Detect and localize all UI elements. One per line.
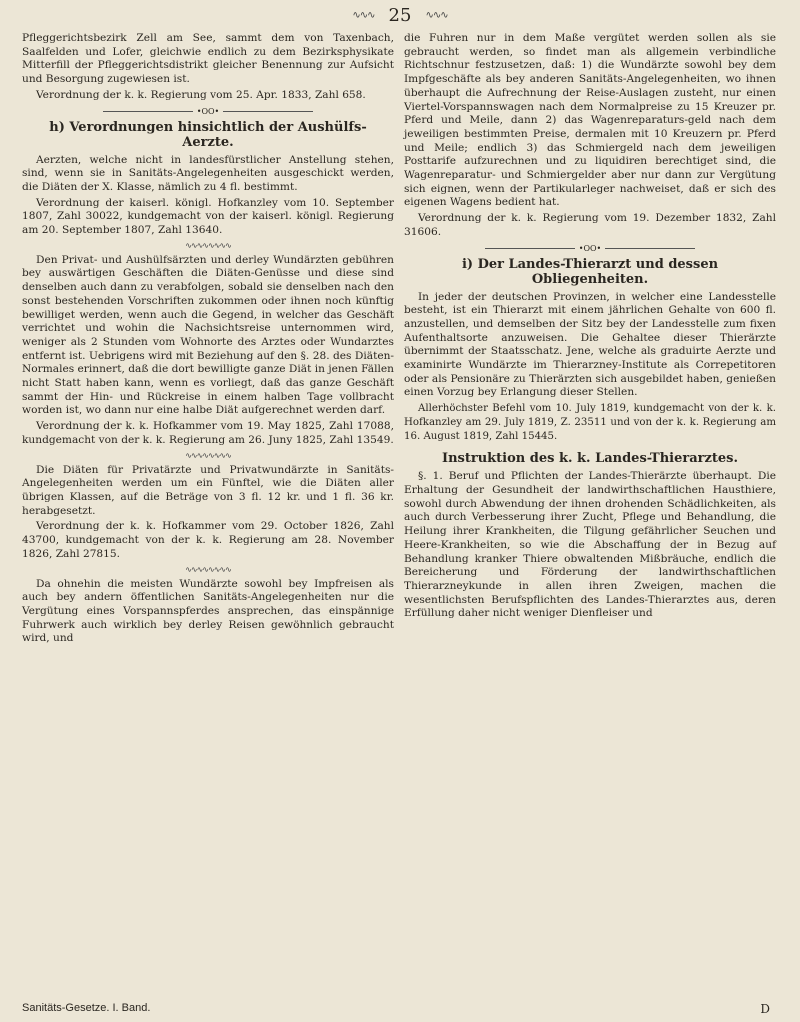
divider-ornament: ∿∿∿∿∿∿∿∿ [185, 564, 231, 574]
header-ornament-right: ∿∿∿ [425, 9, 448, 21]
section-heading-title: i) Der Landes-Thierarzt und dessen [461, 256, 719, 272]
section-separator [22, 108, 394, 116]
left-column [22, 32, 394, 646]
section-heading-title: h) Verordnungen hinsichtlich der Aushülfs- [49, 119, 367, 135]
instruction-heading: Instruktion des k. k. Landes-Thierarztes. [442, 451, 738, 467]
separator-line [223, 111, 313, 112]
section-heading-h [22, 120, 394, 150]
section-heading-subtitle: Obliegenheiten. [531, 271, 649, 287]
paragraph: In jeder der deutschen Provinzen, in welcher eine Landesstelle besteht, ist ein Thierarzt mit einem jährlichen Gehalte von 600 fl. anzustellen, und demselben der Sitz bey der Landesstelle zum fixen Aufenthaltsorte anzuweisen. Die Gehaltee dieser Thierärzte übernimmt der Staatsschatz. Jene, welche als graduirte Aerzte und examinirte Wundärzte im Thierarzney-Institute als Correpetitoren oder als Pensionäre zu Thierärzten sich ausgebildet haben, genießen einen Vorzug bey Erlangung dieser Stellen. [404, 290, 776, 399]
separator-line [103, 111, 193, 112]
ordinance-reference: Verordnung der kaiserl. königl. Hofkanzley vom 10. September 1807, Zahl 30022, kundgemacht von der kaiserl. königl. Regierung am 20. September 1807, Zahl 13640. [22, 196, 394, 237]
separator-line [485, 248, 575, 249]
header-ornament-left: ∿∿∿ [352, 9, 375, 21]
paragraph: Die Diäten für Privatärzte und Privatwundärzte in Sanitäts-Angelegenheiten werden um ein Fünftel, wie die Diäten aller übrigen Klassen, auf die Beträge von 3 fl. 12 kr. und 1 fl. 36 kr. herabgesetzt. [22, 463, 394, 517]
ordinance-reference: Verordnung der k. k. Hofkammer vom 29. October 1826, Zahl 43700, kundgemacht von der k. k. Regierung am 28. November 1826, Zahl 27815. [22, 520, 394, 560]
ordinance-reference: Allerhöchster Befehl vom 10. July 1819, kundgemacht von der k. k. Hofkanzley am 29. July 1819, Z. 23511 und von der k. k. Regierung am 16. August 1819, Zahl 15445. [404, 403, 776, 442]
ordinance-reference: Verordnung der k. k. Regierung vom 19. Dezember 1832, Zahl 31606. [404, 212, 776, 238]
catchword: D [760, 1002, 770, 1016]
section-heading-i [404, 257, 776, 287]
section-separator [404, 245, 776, 253]
paragraph: Den Privat- und Aushülfsärzten und derley Wundärzten gebühren bey auswärtigen Geschäften die Diäten-Genüsse und diese sind denselben auch dann zu verabfolgen, sobald sie denselben nach den sonst bestehenden Vorschriften zukommen oder ihnen noch künftig bewilliget werden, wenn auch die Gegend, in welcher das Geschäft verrichtet und wohin die Nachsichtsreise unternommen wird, weniger als 2 Stunden vom Wohnorte des Arztes oder Wundarztes entfernt ist. Uebrigens wird mit Beziehung auf den §. 28. des Diäten-Normales erinnert, daß die dort bewilligte ganze Diät in jenen Fällen nicht Statt haben kann, wenn es vorliegt, daß das ganze Geschäft sammt der Hin- und Rückreise in einem halben Tage vollbracht worden ist, wo dann nur eine halbe Diät aufgerechnet werden darf. [22, 253, 394, 417]
signature-line: Sanitäts-Gesetze. I. Band. [22, 1002, 151, 1014]
page-header [0, 4, 800, 26]
separator-line [605, 248, 695, 249]
page-number: 25 [388, 4, 412, 26]
separator-ornament: •OO• [578, 243, 602, 253]
divider-ornament: ∿∿∿∿∿∿∿∿ [185, 240, 231, 250]
paragraph: Aerzten, welche nicht in landesfürstlicher Anstellung stehen, sind, wenn sie in Sanitäts-Angelegenheiten ausgeschickt werden, die Diäten der X. Klasse, nämlich zu 4 fl. bestimmt. [22, 153, 394, 193]
paragraph: die Fuhren nur in dem Maße vergütet werden sollen als sie gebraucht werden, so findet man als allgemein verbindliche Richtschnur festzusetzen, daß: 1) die Wundärzte sowohl bey dem Impfgeschäfte als bey anderen Sanitäts-Angelegenheiten, wo ihnen überhaupt die Aufrechnung der Reise-Auslagen zusteht, nur einen Viertel-Vorspannswagen nach dem Normalpreise zu 15 Kreuzer pr. Pferd und Meile, dann 2) das Wagenreparaturs-geld nach dem jeweiligen bestimmten Preise, dermalen mit 10 Kreuzern pr. Pferd und Meile; endlich 3) das Schmiergeld nach dem jeweiligen Posttarife aufzurechnen und zu liquidiren berechtiget sind, die Wagenreparatur- und Schmiergelder aber nur dann zur Vergütung sich eignen, wenn der Partikularleger nachweiset, daß er sich des eigenen Wagens bedient hat. [404, 32, 776, 209]
ordinance-reference: Verordnung der k. k. Regierung vom 25. Apr. 1833, Zahl 658. [36, 88, 366, 101]
separator-ornament: •OO• [196, 106, 220, 116]
divider-ornament: ∿∿∿∿∿∿∿∿ [185, 450, 231, 460]
section-heading-subtitle: Aerzte. [182, 134, 234, 150]
paragraph: §. 1. Beruf und Pflichten der Landes-Thierärzte überhaupt. Die Erhaltung der Gesundheit der landwirthschaftlichen Hausthiere, sowohl durch Abwendung der ihnen drohenden Schädlichkeiten, als auch durch Verbesserung ihrer Zucht, Pflege und Behandlung, die Heilung ihrer Krankheiten, die Tilgung gefährlicher Seuchen und Heere-Krankheiten, so wie die Abschaffung der in Bezug auf Behandlung kranker Thiere obwaltenden Mißbräuche, endlich die Bereicherung und Förderung der landwirthschaftlichen Thierarzneykunde in allen ihren Zweigen, machen die wesentlichsten Berufspflichten des Landes-Thierarztes aus, deren Erfüllung daher nicht weniger Dienfleiser und [404, 470, 776, 620]
right-column [404, 32, 776, 621]
ordinance-reference: Verordnung der k. k. Hofkammer vom 19. May 1825, Zahl 17088, kundgemacht von der k. k. Regierung am 26. Juny 1825, Zahl 13549. [22, 420, 394, 446]
paragraph: Da ohnehin die meisten Wundärzte sowohl bey Impfreisen als auch bey andern öffentlichen Sanitäts-Angelegenheiten nur die Vergütung eines Vorspannspferdes ansprechen, das einspännige Fuhrwerk auch wirklich bey derley Reisen gewöhnlich gebraucht wird, und [22, 577, 394, 645]
paragraph: Pfleggerichtsbezirk Zell am See, sammt dem von Taxenbach, Saalfelden und Lofer, gleichwie endlich zu dem Bezirksphysikate Mitterfill der Pfleggerichtsdistrikt gleicher Benennung zur Aufsicht und Besorgung zugewiesen ist. [22, 32, 394, 86]
